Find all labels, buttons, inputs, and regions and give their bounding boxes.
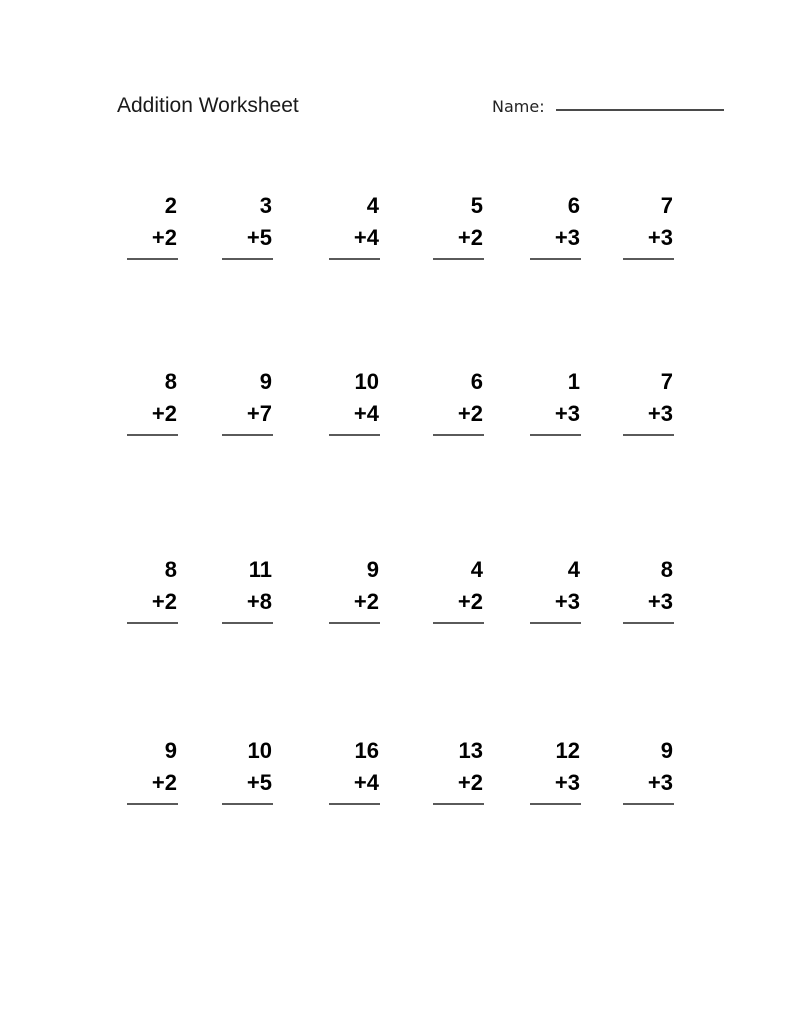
answer-line[interactable] [127,622,178,624]
answer-line[interactable] [127,434,178,436]
addend-top: 7 [660,369,673,394]
addition-problem [123,558,183,638]
addition-problem [526,558,586,638]
answer-line[interactable] [329,803,380,805]
name-field-line[interactable] [556,109,724,111]
answer-line[interactable] [530,434,581,436]
addition-problem [619,739,679,819]
addition-problem [429,194,489,274]
answer-line[interactable] [222,434,273,436]
addend-bottom: +2 [151,770,177,795]
addition-problem [123,194,183,274]
addend-top: 2 [164,193,177,218]
addend-bottom: +2 [151,225,177,250]
addend-bottom: +3 [647,401,673,426]
answer-line[interactable] [530,803,581,805]
addend-bottom: +5 [246,770,272,795]
addend-bottom: +2 [151,589,177,614]
addend-top: 4 [366,193,379,218]
addend-bottom: +2 [457,589,483,614]
answer-line[interactable] [433,622,484,624]
answer-line[interactable] [433,803,484,805]
answer-line[interactable] [530,622,581,624]
addend-bottom: +2 [457,770,483,795]
addend-bottom: +5 [246,225,272,250]
addend-bottom: +2 [151,401,177,426]
answer-line[interactable] [623,434,674,436]
addend-bottom: +8 [246,589,272,614]
addend-bottom: +3 [554,225,580,250]
addition-problem [123,370,183,450]
answer-line[interactable] [329,258,380,260]
answer-line[interactable] [222,803,273,805]
answer-line[interactable] [623,622,674,624]
answer-line[interactable] [127,803,178,805]
addend-top: 13 [458,738,483,763]
addend-top: 7 [660,193,673,218]
addend-top: 9 [259,369,272,394]
answer-line[interactable] [127,258,178,260]
addition-problem [325,739,385,819]
addend-top: 5 [470,193,483,218]
addend-bottom: +4 [353,770,379,795]
addend-top: 6 [470,369,483,394]
addend-bottom: +2 [457,401,483,426]
addition-problem [526,194,586,274]
worksheet-title: Addition Worksheet [117,94,299,117]
addend-bottom: +4 [353,401,379,426]
addend-top: 10 [354,369,379,394]
addition-problem [429,558,489,638]
addend-bottom: +3 [554,770,580,795]
addend-top: 8 [164,369,177,394]
addend-top: 6 [567,193,580,218]
answer-line[interactable] [433,258,484,260]
addend-bottom: +3 [554,589,580,614]
addition-problem [526,739,586,819]
addend-top: 9 [660,738,673,763]
addend-top: 3 [259,193,272,218]
answer-line[interactable] [623,258,674,260]
answer-line[interactable] [222,622,273,624]
answer-line[interactable] [329,622,380,624]
answer-line[interactable] [433,434,484,436]
addition-problem [218,194,278,274]
addend-top: 12 [555,738,580,763]
addend-top: 11 [248,557,272,582]
addition-problem [218,739,278,819]
addend-top: 1 [567,369,580,394]
answer-line[interactable] [222,258,273,260]
addend-bottom: +7 [246,401,272,426]
answer-line[interactable] [329,434,380,436]
addition-problem [429,739,489,819]
answer-line[interactable] [623,803,674,805]
addend-top: 9 [366,557,379,582]
addition-problem [619,370,679,450]
addend-top: 16 [354,738,379,763]
addition-problem [429,370,489,450]
addition-problem [123,739,183,819]
addend-top: 8 [660,557,673,582]
addend-bottom: +3 [647,589,673,614]
addend-top: 9 [164,738,177,763]
addition-problem [325,370,385,450]
addition-problem [325,194,385,274]
addend-bottom: +3 [647,770,673,795]
addend-top: 4 [470,557,483,582]
addend-bottom: +2 [353,589,379,614]
addend-bottom: +2 [457,225,483,250]
name-label: Name: [492,97,545,116]
addition-problem [218,370,278,450]
addend-bottom: +3 [554,401,580,426]
addend-bottom: +4 [353,225,379,250]
addition-problem [218,558,278,638]
addition-problem [526,370,586,450]
addition-problem [619,194,679,274]
addend-top: 8 [164,557,177,582]
addend-bottom: +3 [647,225,673,250]
addend-top: 4 [567,557,580,582]
addition-problem [619,558,679,638]
addend-top: 10 [247,738,272,763]
answer-line[interactable] [530,258,581,260]
addition-problem [325,558,385,638]
